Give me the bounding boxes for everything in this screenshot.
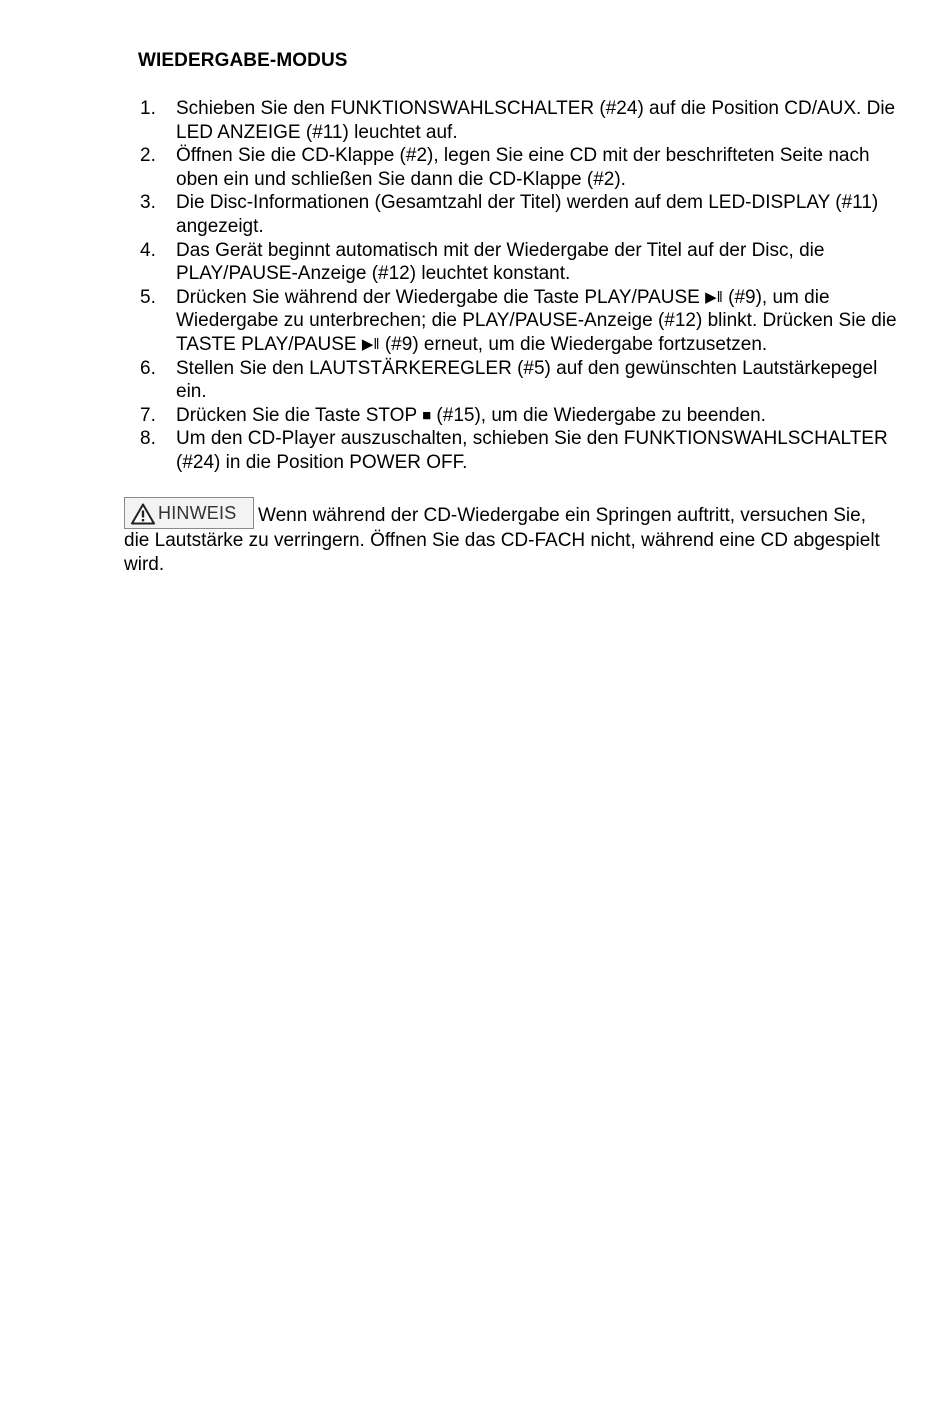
step-text: Drücken Sie während der Wiedergabe die Taste PLAY/PAUSE [176,286,700,308]
step-text: Um den CD-Player auszuschalten, schieben Sie den FUNKTIONSWAHLSCHALTER (#24) in die Position POWER OFF. [176,428,888,473]
instruction-list [140,97,900,475]
step-text: Schieben Sie den FUNKTIONSWAHLSCHALTER (#24) auf die Position CD/AUX. Die LED ANZEIGE (#11) leuchtet auf. [176,98,896,143]
step-number: 2. [140,145,156,167]
step-number: 3. [140,192,156,214]
step-number: 6. [140,357,156,379]
list-item [140,286,900,357]
step-text: (#9) erneut, um die Wiedergabe fortzusetzen. [384,333,768,355]
step-number: 4. [140,239,156,261]
warning-triangle-icon [131,503,155,525]
list-item [140,357,900,404]
list-item [140,404,900,428]
step-text: Öffnen Sie die CD-Klappe (#2), legen Sie eine CD mit der beschrifteten Seite nach oben ein und schließen Sie dann die CD-Klappe (#2). [176,145,870,190]
step-text: (#9), um die Wiedergabe zu unterbrechen; die PLAY/PAUSE-Anzeige (#12) blinkt. Drücken Sie die TASTE PLAY/PAUSE [176,286,897,355]
badge-label: HINWEIS [158,503,237,523]
list-item [140,97,900,144]
section-heading: WIEDERGABE-MODUS [138,50,348,71]
step-number: 1. [140,98,156,119]
step-text: (#15), um die Wiedergabe zu beenden. [436,404,766,426]
step-text: Das Gerät beginnt automatisch mit der Wiedergabe der Titel auf der Disc, die PLAY/PAUSE-Anzeige (#12) leuchtet konstant. [176,239,825,285]
list-item [140,191,900,238]
play-pause-icon: ▶ǁ [705,288,723,306]
play-pause-icon: ▶ǁ [361,335,380,353]
list-item [140,239,900,286]
list-item [140,427,900,474]
note-text: Wenn während der CD-Wiedergabe ein Springen auftritt, versuchen Sie, die Lautstärke zu verringern. Öffnen Sie das CD-FACH nicht, während eine CD abgespielt wird. [124,505,880,575]
step-text: Stellen Sie den LAUTSTÄRKEREGLER (#5) auf den gewünschten Lautstärkepegel ein. [176,357,878,403]
stop-icon: ■ [422,406,432,424]
step-number: 5. [140,286,156,308]
hinweis-badge [124,497,254,529]
list-item [140,144,900,191]
step-text: Die Disc-Informationen (Gesamtzahl der Titel) werden auf dem LED-DISPLAY (#11) angezeigt. [176,192,879,237]
step-text: Drücken Sie die Taste STOP [176,404,417,426]
note-paragraph [124,497,894,576]
step-number: 7. [140,404,156,426]
step-number: 8. [140,428,156,450]
